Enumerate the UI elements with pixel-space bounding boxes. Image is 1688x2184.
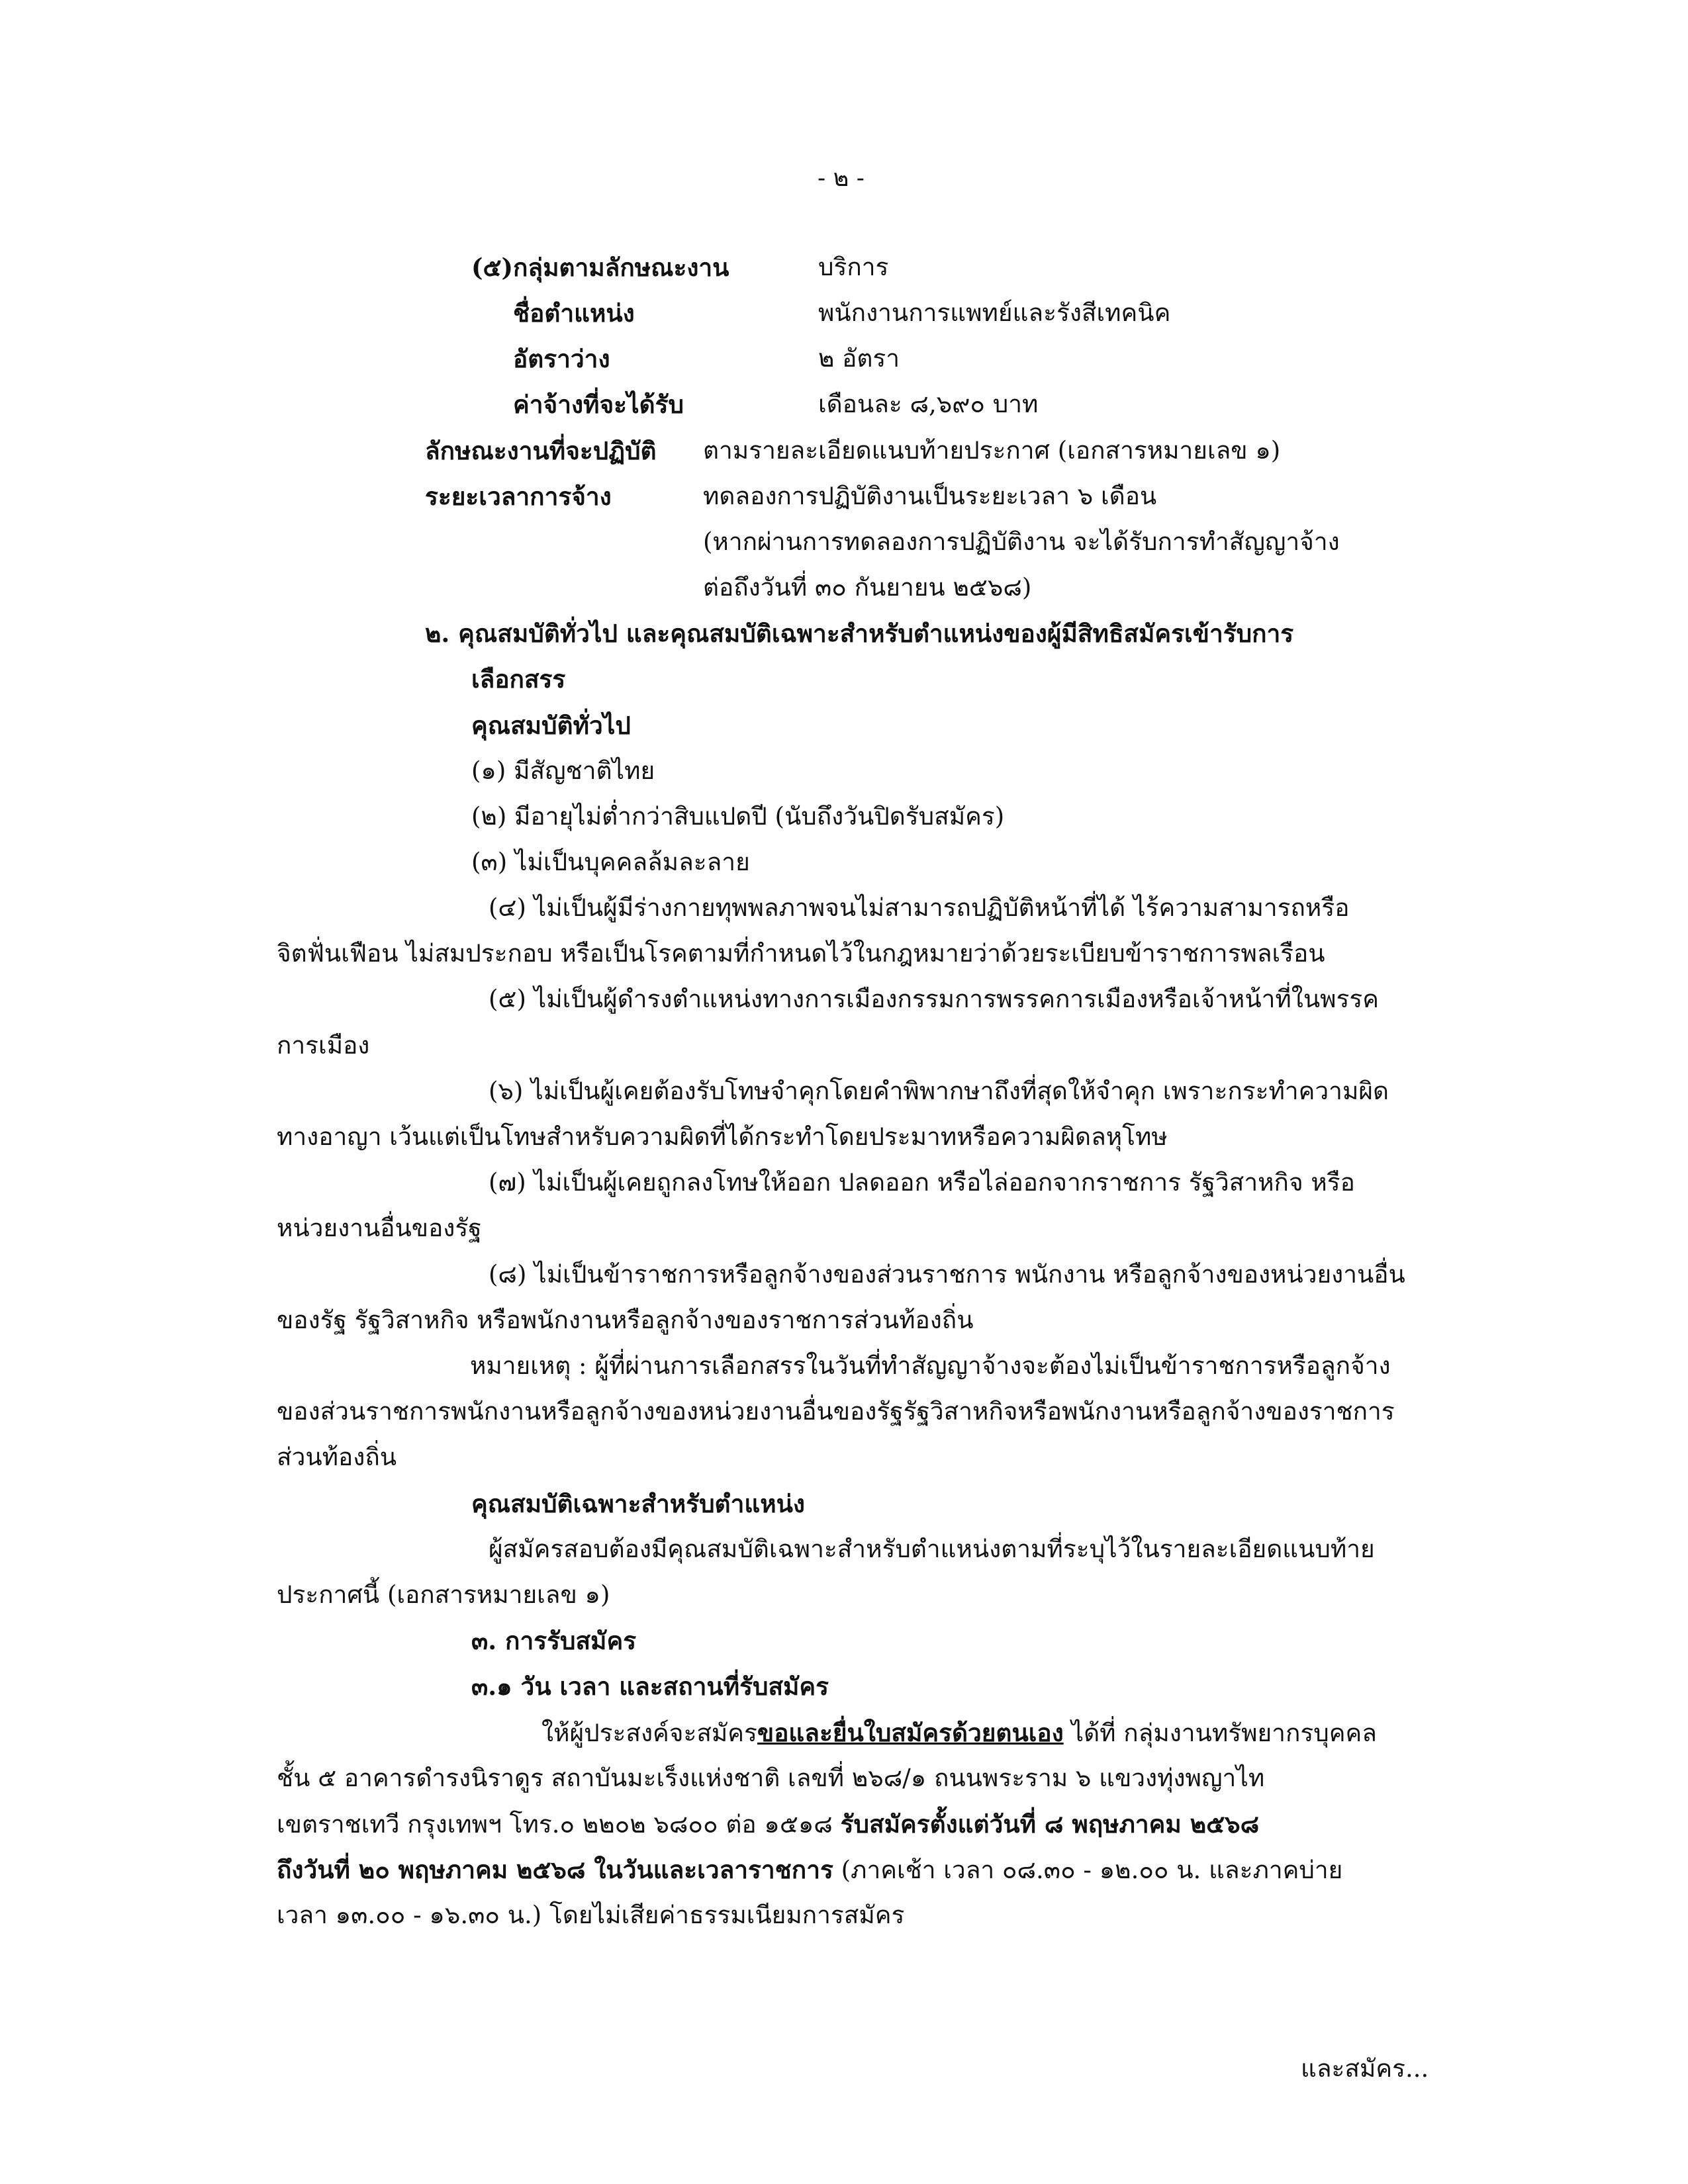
qualification-item-5-cont: การเมือง <box>277 1031 370 1060</box>
section3-heading: ๓. การรับสมัคร <box>471 1626 637 1655</box>
page-number: - ๒ - <box>818 165 865 192</box>
position-name-value: พนักงานการแพทย์และรังสีเทคนิค <box>818 298 1171 327</box>
position-name-label: ชื่อตำแหน่ง <box>513 298 635 328</box>
period-line-2: (หากผ่านการทดลองการปฏิบัติงาน จะได้รับการทำสัญญาจ้าง <box>703 527 1340 556</box>
application-hours: (ภาคเช้า เวลา ๐๘.๓๐ - ๑๒.๐๐ น. และภาคบ่าย <box>833 1856 1343 1884</box>
duty-label: ลักษณะงานที่จะปฏิบัติ <box>425 436 657 465</box>
qualification-item-2: (๒) มีอายุไม่ต่ำกว่าสิบแปดปี (นับถึงวันปิดรับสมัคร) <box>471 802 1005 831</box>
application-end-date: ถึงวันที่ ๒๐ พฤษภาคม ๒๕๖๘ ในวันและเวลาราชการ <box>277 1855 833 1884</box>
qualification-item-4: (๔) ไม่เป็นผู้มีร่างกายทุพพลภาพจนไม่สามารถปฏิบัติหน้าที่ได้ ไร้ความสามารถหรือ <box>489 893 1350 922</box>
application-start-date: รับสมัครตั้งแต่วันที่ ๘ พฤษภาคม ๒๕๖๘ <box>840 1809 1260 1839</box>
continuation-marker: และสมัคร... <box>1301 2054 1429 2083</box>
qualification-item-5: (๕) ไม่เป็นผู้ดำรงตำแหน่งทางการเมืองกรรมการพรรคการเมืองหรือเจ้าหน้าที่ในพรรค <box>489 985 1380 1013</box>
qualification-item-6-cont: ทางอาญา เว้นแต่เป็นโทษสำหรับความผิดที่ได้กระทำโดยประมาทหรือความผิดลหุโทษ <box>277 1122 1168 1151</box>
application-paragraph-line-4 <box>277 1852 1342 1887</box>
note-line-3: ส่วนท้องถิ่น <box>277 1443 397 1471</box>
apply-in-person-emphasis: ขอและยื่นใบสมัครด้วยตนเอง <box>757 1718 1064 1747</box>
section3-1-heading: ๓.๑ วัน เวลา และสถานที่รับสมัคร <box>471 1672 829 1701</box>
qualification-item-6: (๖) ไม่เป็นผู้เคยต้องรับโทษจำคุกโดยคำพิพากษาถึงที่สุดให้จำคุก เพราะกระทำความผิด <box>489 1077 1389 1105</box>
qualification-item-7-cont: หน่วยงานอื่นของรัฐ <box>277 1214 482 1242</box>
qualification-item-1: (๑) มีสัญชาติไทย <box>471 756 655 785</box>
application-paragraph-line-3 <box>277 1807 1259 1841</box>
period-line-3: ต่อถึงวันที่ ๓๐ กันยายน ๒๕๖๘) <box>703 573 1032 602</box>
period-line-1: ทดลองการปฏิบัติงานเป็นระยะเวลา ๖ เดือน <box>703 482 1157 510</box>
group-label: กลุ่มตามลักษณะงาน <box>513 253 729 282</box>
application-phone: เขตราชเทวี กรุงเทพฯ โทร.๐ ๒๒๐๒ ๖๘๐๐ ต่อ ๑๕๑๘ <box>277 1810 841 1839</box>
specific-qualifications-line-1: ผู้สมัครสอบต้องมีคุณสมบัติเฉพาะสำหรับตำแหน่งตามที่ระบุไว้ในรายละเอียดแนบท้าย <box>489 1535 1375 1563</box>
qualification-item-7: (๗) ไม่เป็นผู้เคยถูกลงโทษให้ออก ปลดออก หรือไล่ออกจากราชการ รัฐวิสาหกิจ หรือ <box>489 1168 1355 1197</box>
qualification-item-3: (๓) ไม่เป็นบุคคลล้มละลาย <box>471 848 750 876</box>
duty-value: ตามรายละเอียดแนบท้ายประกาศ (เอกสารหมายเลข ๑) <box>703 436 1281 465</box>
position-index: (๕) <box>471 253 514 282</box>
qualification-item-8-cont: ของรัฐ รัฐวิสาหกิจ หรือพนักงานหรือลูกจ้างของราชการส่วนท้องถิ่น <box>277 1306 974 1334</box>
general-qualifications-title: คุณสมบัติทั่วไป <box>471 711 631 740</box>
wage-value: เดือนละ ๘,๖๙๐ บาท <box>818 390 1039 418</box>
vacancy-value: ๒ อัตรา <box>818 344 900 373</box>
section2-heading-cont: เลือกสรร <box>471 664 566 694</box>
specific-qualifications-title: คุณสมบัติเฉพาะสำหรับตำแหน่ง <box>471 1489 805 1518</box>
application-intro: ให้ผู้ประสงค์จะสมัคร <box>541 1719 757 1747</box>
application-paragraph-line-2: ชั้น ๕ อาคารดำรงนิราดูร สถาบันมะเร็งแห่งชาติ เลขที่ ๒๖๘/๑ ถนนพระราม ๖ แขวงทุ่งพญาไท <box>277 1764 1265 1792</box>
period-label: ระยะเวลาการจ้าง <box>425 482 612 511</box>
specific-qualifications-line-2: ประกาศนี้ (เอกสารหมายเลข ๑) <box>277 1580 610 1609</box>
application-paragraph-line-5: เวลา ๑๓.๐๐ - ๑๖.๓๐ น.) โดยไม่เสียค่าธรรมเนียมการสมัคร <box>277 1901 905 1929</box>
wage-label: ค่าจ้างที่จะได้รับ <box>513 390 684 419</box>
application-paragraph-line-1 <box>541 1715 1377 1750</box>
qualification-item-4-cont: จิตฟั่นเฟือน ไม่สมประกอบ หรือเป็นโรคตามที่กำหนดไว้ในกฎหมายว่าด้วยระเบียบข้าราชการพลเรือน <box>277 939 1325 968</box>
note-line-2: ของส่วนราชการพนักงานหรือลูกจ้างของหน่วยงานอื่นของรัฐรัฐวิสาหกิจหรือพนักงานหรือลูกจ้างของราชการ <box>277 1397 1395 1426</box>
section2-heading: ๒. คุณสมบัติทั่วไป และคุณสมบัติเฉพาะสำหรับตำแหน่งของผู้มีสิทธิสมัครเข้ารับการ <box>425 619 1294 648</box>
note-line-1: หมายเหตุ : ผู้ที่ผ่านการเลือกสรรในวันที่ทำสัญญาจ้างจะต้องไม่เป็นข้าราชการหรือลูกจ้าง <box>470 1351 1391 1380</box>
group-value: บริการ <box>818 253 889 281</box>
application-location-intro: ได้ที่ กลุ่มงานทรัพยากรบุคคล <box>1063 1719 1377 1747</box>
qualification-item-8: (๘) ไม่เป็นข้าราชการหรือลูกจ้างของส่วนราชการ พนักงาน หรือลูกจ้างของหน่วยงานอื่น <box>489 1260 1405 1289</box>
vacancy-label: อัตราว่าง <box>513 344 610 373</box>
